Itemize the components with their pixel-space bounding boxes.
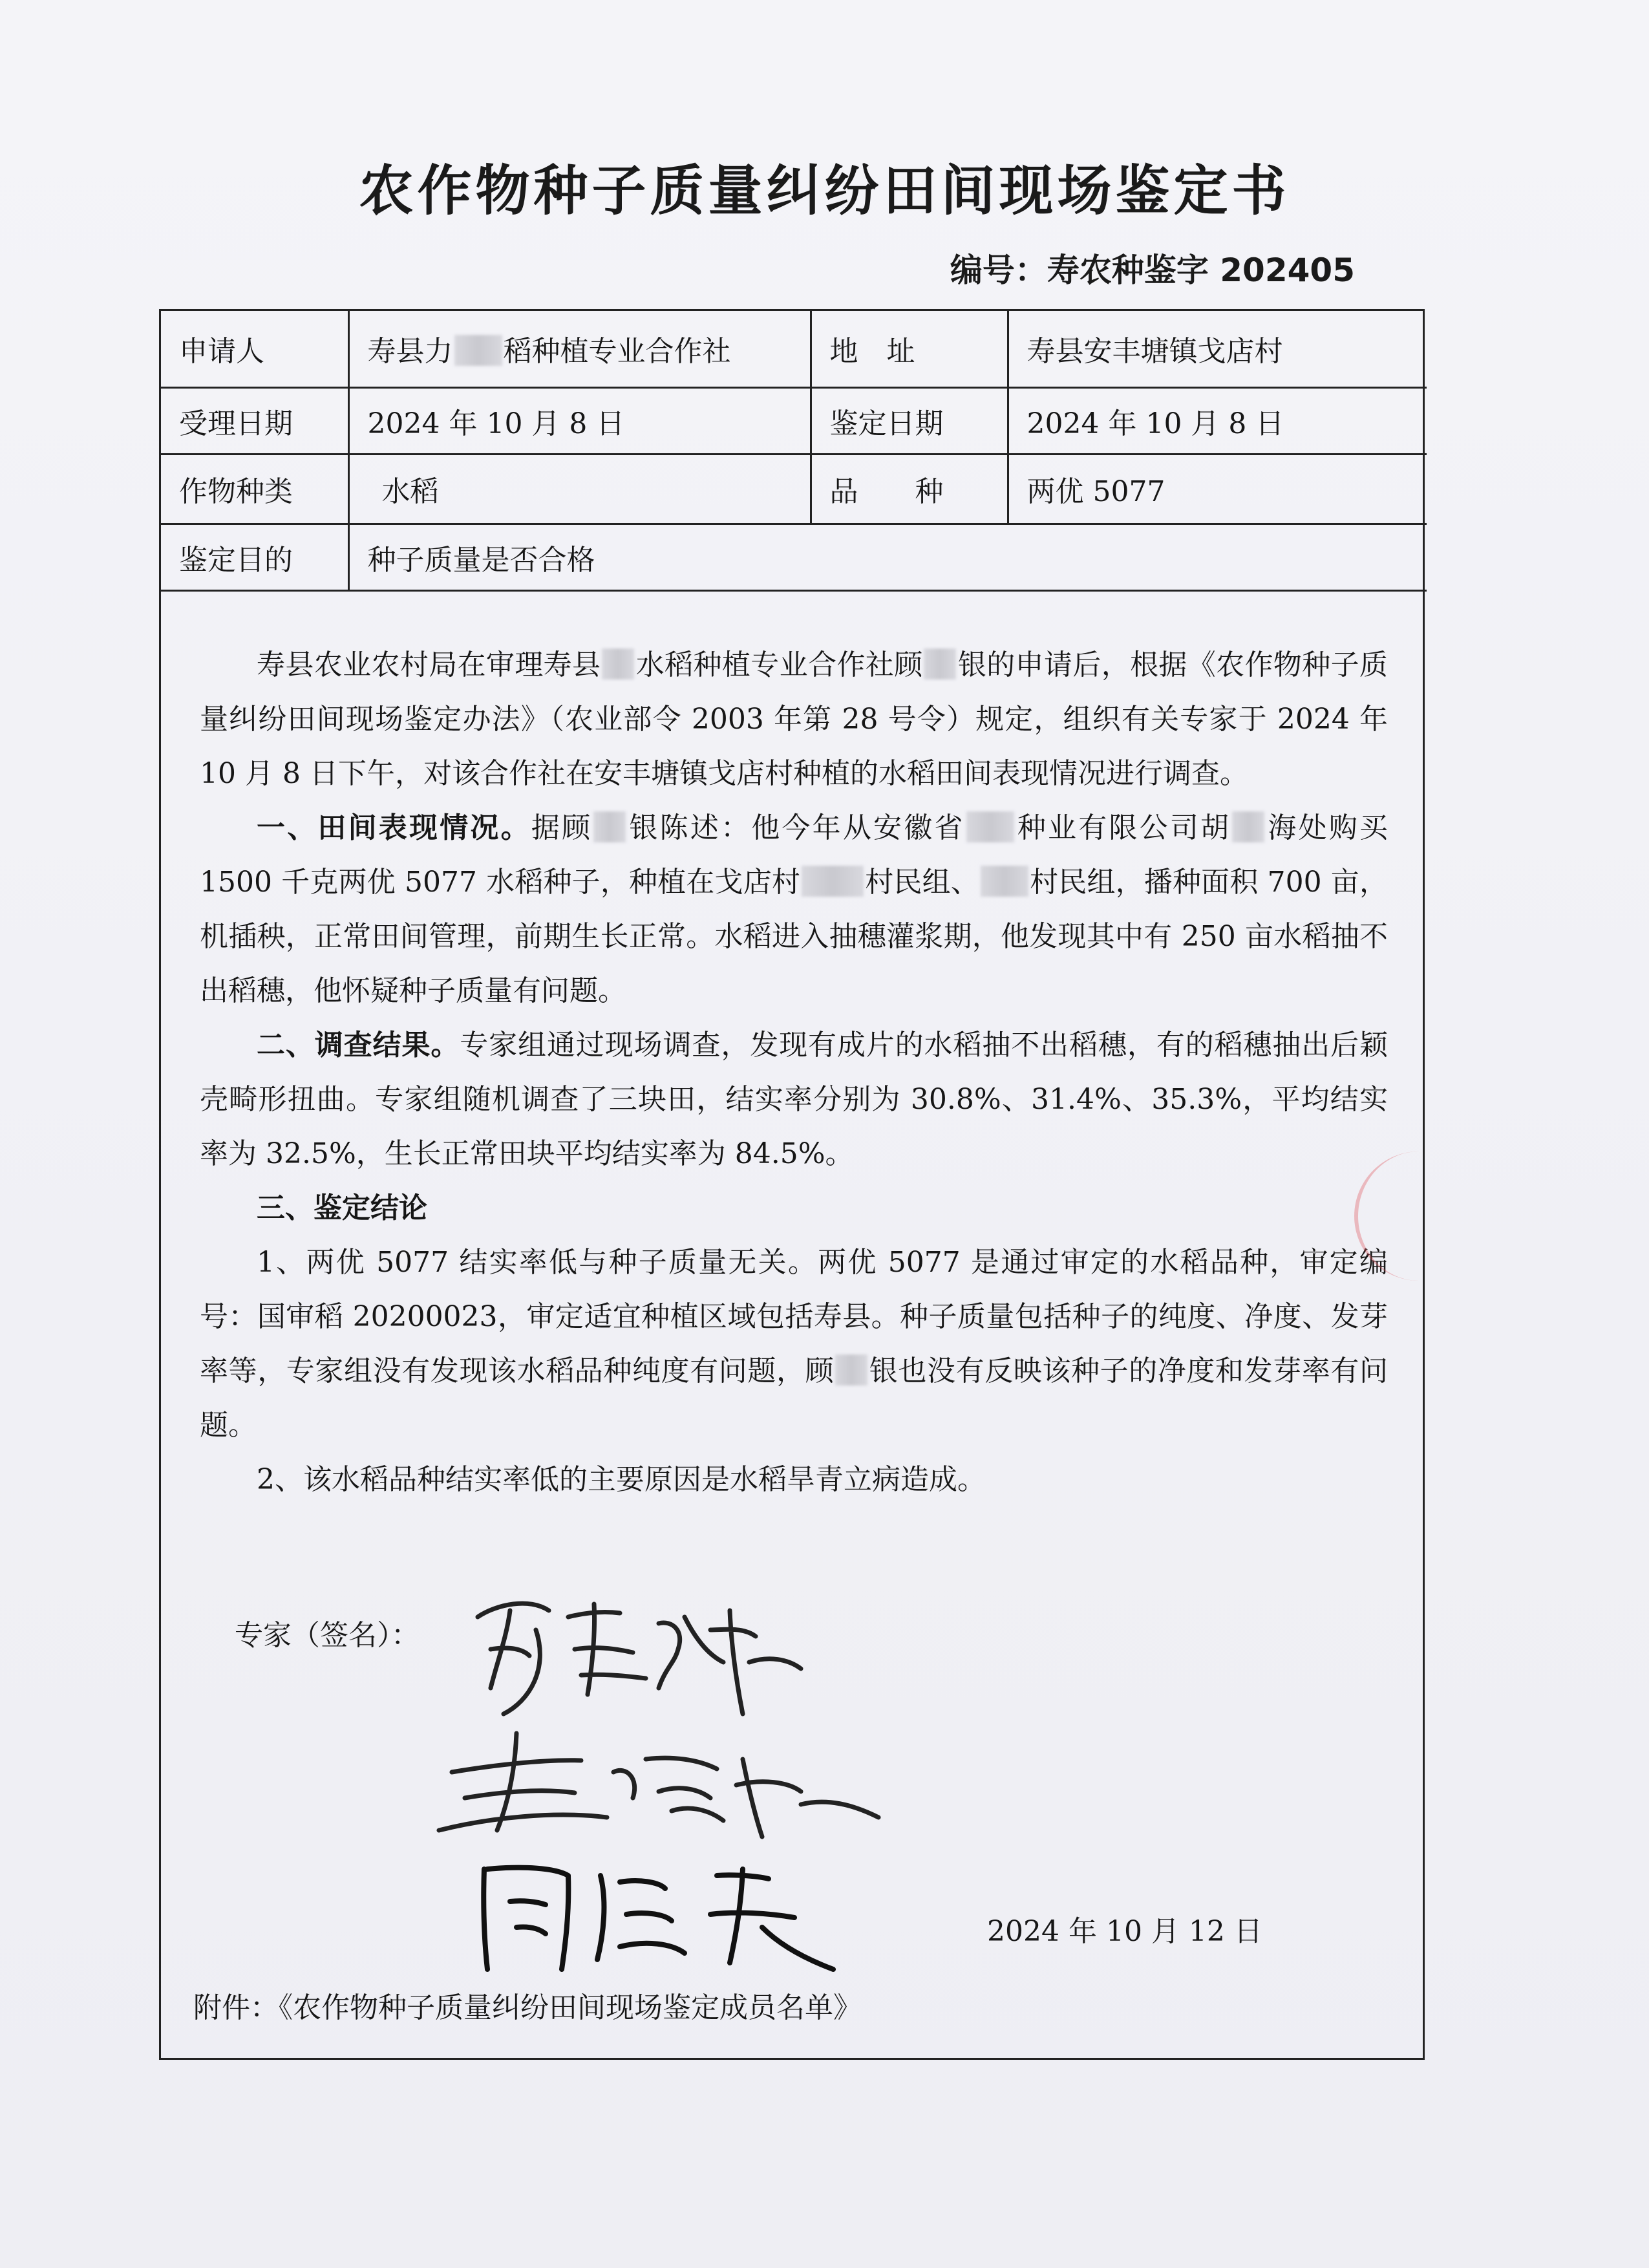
conclusion-item-2: 2、该水稻品种结实率低的主要原因是水稻旱青立病造成。 [257,1463,986,1496]
signature-3 [458,1850,872,1979]
document-number: 编号：寿农种鉴字 202405 [950,251,1355,289]
field-performance-paragraph: 一、田间表现情况。据顾 银陈述：他今年从安徽省 种业有限公司胡 海处购买 1500 千克两优 5077 水稻种子，种植在戈店村 村民组、 村民组，播种面积 700 亩，机插秧，正常田间管理，前期生长正常。水稻进入抽穗灌浆期，他发现其中有 250 亩水稻抽不出稻穗，他怀疑种子质量有问题。 [200,811,1388,1007]
redaction-block [454,335,502,366]
accept-date-label: 受理日期 [161,387,348,454]
crop-type-label: 作物种类 [161,454,348,524]
conclusion-item-1: 1、两优 5077 结实率低与种子质量无关。两优 5077 是通过审定的水稻品种，审定编号：国审稻 20200023，审定适宜种植区域包括寿县。种子质量包括种子的纯度、净度、发芽率等，专家组没有发现该水稻品种纯度有问题，顾 银也没有反映该种子的净度和发芽率有问题。 [200,1246,1388,1442]
variety-value: 两优 5077 [1008,454,1427,524]
address-value: 寿县安丰塘镇戈店村 [1008,311,1427,387]
conclusion-heading: 三、鉴定结论 [257,1192,427,1225]
redaction-block [835,1354,867,1385]
crop-type-value: 水稻 [348,454,811,524]
address-label: 地 址 [811,311,1008,387]
info-table [161,311,1427,592]
purpose-value: 种子质量是否合格 [348,524,1427,590]
section-heading: 二、调查结果。 [257,1029,460,1062]
table-row [161,524,1427,590]
variety-label: 品 种 [811,454,1008,524]
expert-signature-label: 专家（签名）： [235,1619,420,1652]
signature-2 [413,1720,904,1850]
signature-1 [452,1591,853,1727]
appraise-date-value: 2024 年 10 月 8 日 [1008,387,1427,454]
redaction-block [802,866,864,897]
investigation-paragraph: 二、调查结果。专家组通过现场调查，发现有成片的水稻抽不出稻穗，有的稻穗抽出后颖壳畸形扭曲。专家组随机调查了三块田，结实率分别为 30.8%、31.4%、35.3%，平均结实率为 32.5%，生长正常田块平均结实率为 84.5%。 [200,1029,1388,1170]
table-row [161,311,1427,387]
intro-paragraph: 寿县农业农村局在审理寿县 水稻种植专业合作社顾 银的申请后，根据《农作物种子质量纠纷田间现场鉴定办法》（农业部令 2003 年第 28 号令）规定，组织有关专家于 2024 年 10 月 8 日下午，对该合作社在安丰塘镇戈店村种植的水稻田间表现情况进行调查。 [200,648,1388,790]
attachment-note: 附件：《农作物种子质量纠纷田间现场鉴定成员名单》 [193,1991,862,2024]
redaction-block [981,866,1028,897]
signature-date: 2024 年 10 月 12 日 [987,1915,1262,1948]
table-row [161,454,1427,524]
redaction-block [966,811,1014,842]
appraisal-body [200,638,1388,1507]
applicant-value: 寿县力 稻种植专业合作社 [348,311,811,387]
redaction-block [924,648,956,679]
purpose-label: 鉴定目的 [161,524,348,590]
redaction-block [1232,811,1264,842]
redaction-block [593,811,626,842]
appraisal-frame [159,309,1425,2060]
document-title: 农作物种子质量纠纷田间现场鉴定书 [359,159,1290,222]
accept-date-value: 2024 年 10 月 8 日 [348,387,811,454]
appraise-date-label: 鉴定日期 [811,387,1008,454]
redaction-block [602,648,634,679]
section-heading: 一、田间表现情况。 [257,811,531,844]
applicant-label: 申请人 [161,311,348,387]
table-row [161,387,1427,454]
